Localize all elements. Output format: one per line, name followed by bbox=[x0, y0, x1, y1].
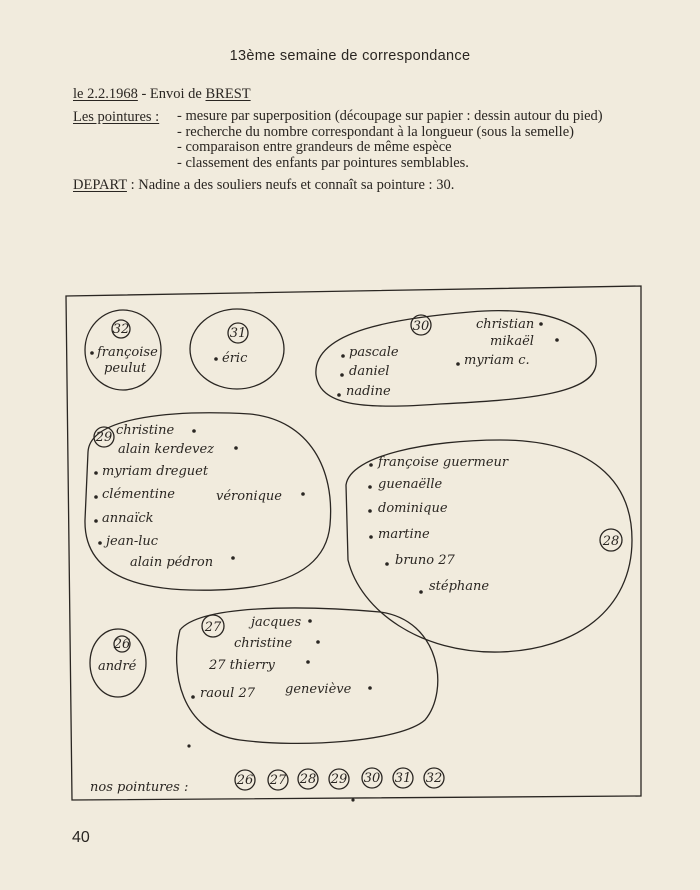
child-name: christine bbox=[116, 423, 175, 438]
pointures-item: - mesure par superposition (découpage sur papier : dessin autour du pied) bbox=[177, 108, 603, 124]
child-name: alain pédron bbox=[130, 555, 214, 570]
size-label: 29 bbox=[95, 430, 113, 445]
child-name: raoul 27 bbox=[200, 686, 255, 701]
child-name: myriam dreguet bbox=[102, 464, 209, 479]
size-label: 30 bbox=[412, 319, 430, 334]
child-name: christine bbox=[234, 636, 293, 651]
sizes-legend bbox=[90, 768, 444, 795]
size-label: 28 bbox=[602, 534, 620, 549]
size-label: 31 bbox=[229, 326, 247, 341]
child-name: éric bbox=[222, 351, 248, 366]
group-29 bbox=[85, 413, 331, 590]
child-name: dominique bbox=[378, 501, 448, 516]
child-name: clémentine bbox=[102, 487, 175, 502]
pointures-label: Les pointures : bbox=[73, 109, 160, 125]
child-name: mikaël bbox=[490, 334, 534, 349]
child-name: guenaëlle bbox=[378, 477, 443, 492]
legend-size: 30 bbox=[363, 771, 381, 786]
child-name: alain kerdevez bbox=[118, 442, 215, 457]
legend-size: 27 bbox=[269, 773, 287, 788]
pointures-item: - comparaison entre grandeurs de même espèce bbox=[177, 139, 452, 155]
legend-size: 26 bbox=[236, 773, 254, 788]
group-27 bbox=[177, 608, 438, 743]
child-name: nadine bbox=[346, 384, 391, 399]
pointures-item: - classement des enfants par pointures semblables. bbox=[177, 154, 469, 171]
page-title: 13ème semaine de correspondance bbox=[229, 48, 471, 64]
child-name: martine bbox=[378, 527, 430, 542]
child-name: andré bbox=[98, 659, 137, 674]
child-name: myriam c. bbox=[464, 353, 530, 368]
child-name: 27 thierry bbox=[209, 658, 275, 673]
group-30 bbox=[316, 311, 596, 407]
depart-text: : Nadine a des souliers neufs et connaît sa pointure : 30. bbox=[130, 177, 455, 193]
group-26 bbox=[90, 629, 146, 697]
depart-label: DEPART bbox=[73, 177, 127, 193]
child-name: pascale bbox=[349, 345, 399, 360]
size-label: 32 bbox=[112, 322, 130, 337]
pointures-item: - recherche du nombre correspondant à la longueur (sous la semelle) bbox=[177, 123, 574, 140]
legend-size: 32 bbox=[425, 771, 443, 786]
child-name: véronique bbox=[216, 489, 282, 504]
child-name: peulut bbox=[104, 361, 147, 376]
page-number: 40 bbox=[72, 829, 90, 846]
group-31 bbox=[190, 309, 284, 389]
legend-size: 28 bbox=[299, 772, 317, 787]
legend-size: 31 bbox=[394, 771, 412, 786]
ink-dot bbox=[187, 744, 190, 747]
child-name: annaïck bbox=[102, 511, 154, 526]
child-name: geneviève bbox=[285, 682, 352, 697]
dispatch-prefix: - Envoi de bbox=[141, 86, 202, 102]
child-name: bruno 27 bbox=[395, 553, 455, 568]
size-label: 26 bbox=[113, 637, 131, 652]
legend-size: 29 bbox=[330, 772, 348, 787]
child-name: daniel bbox=[349, 364, 390, 379]
child-name: jean-luc bbox=[106, 534, 159, 549]
child-name: christian bbox=[476, 317, 535, 332]
group-32 bbox=[85, 310, 161, 390]
child-name: françoise guermeur bbox=[378, 455, 509, 470]
child-name: jacques bbox=[251, 615, 302, 630]
date-label: le 2.2.1968 bbox=[73, 86, 138, 102]
group-28 bbox=[346, 440, 632, 652]
city-name: BREST bbox=[205, 86, 251, 102]
ink-dot bbox=[351, 798, 354, 801]
size-label: 27 bbox=[204, 620, 222, 635]
child-name: françoise bbox=[97, 345, 158, 360]
child-name: stéphane bbox=[429, 579, 490, 594]
legend-label: nos pointures : bbox=[90, 780, 189, 795]
